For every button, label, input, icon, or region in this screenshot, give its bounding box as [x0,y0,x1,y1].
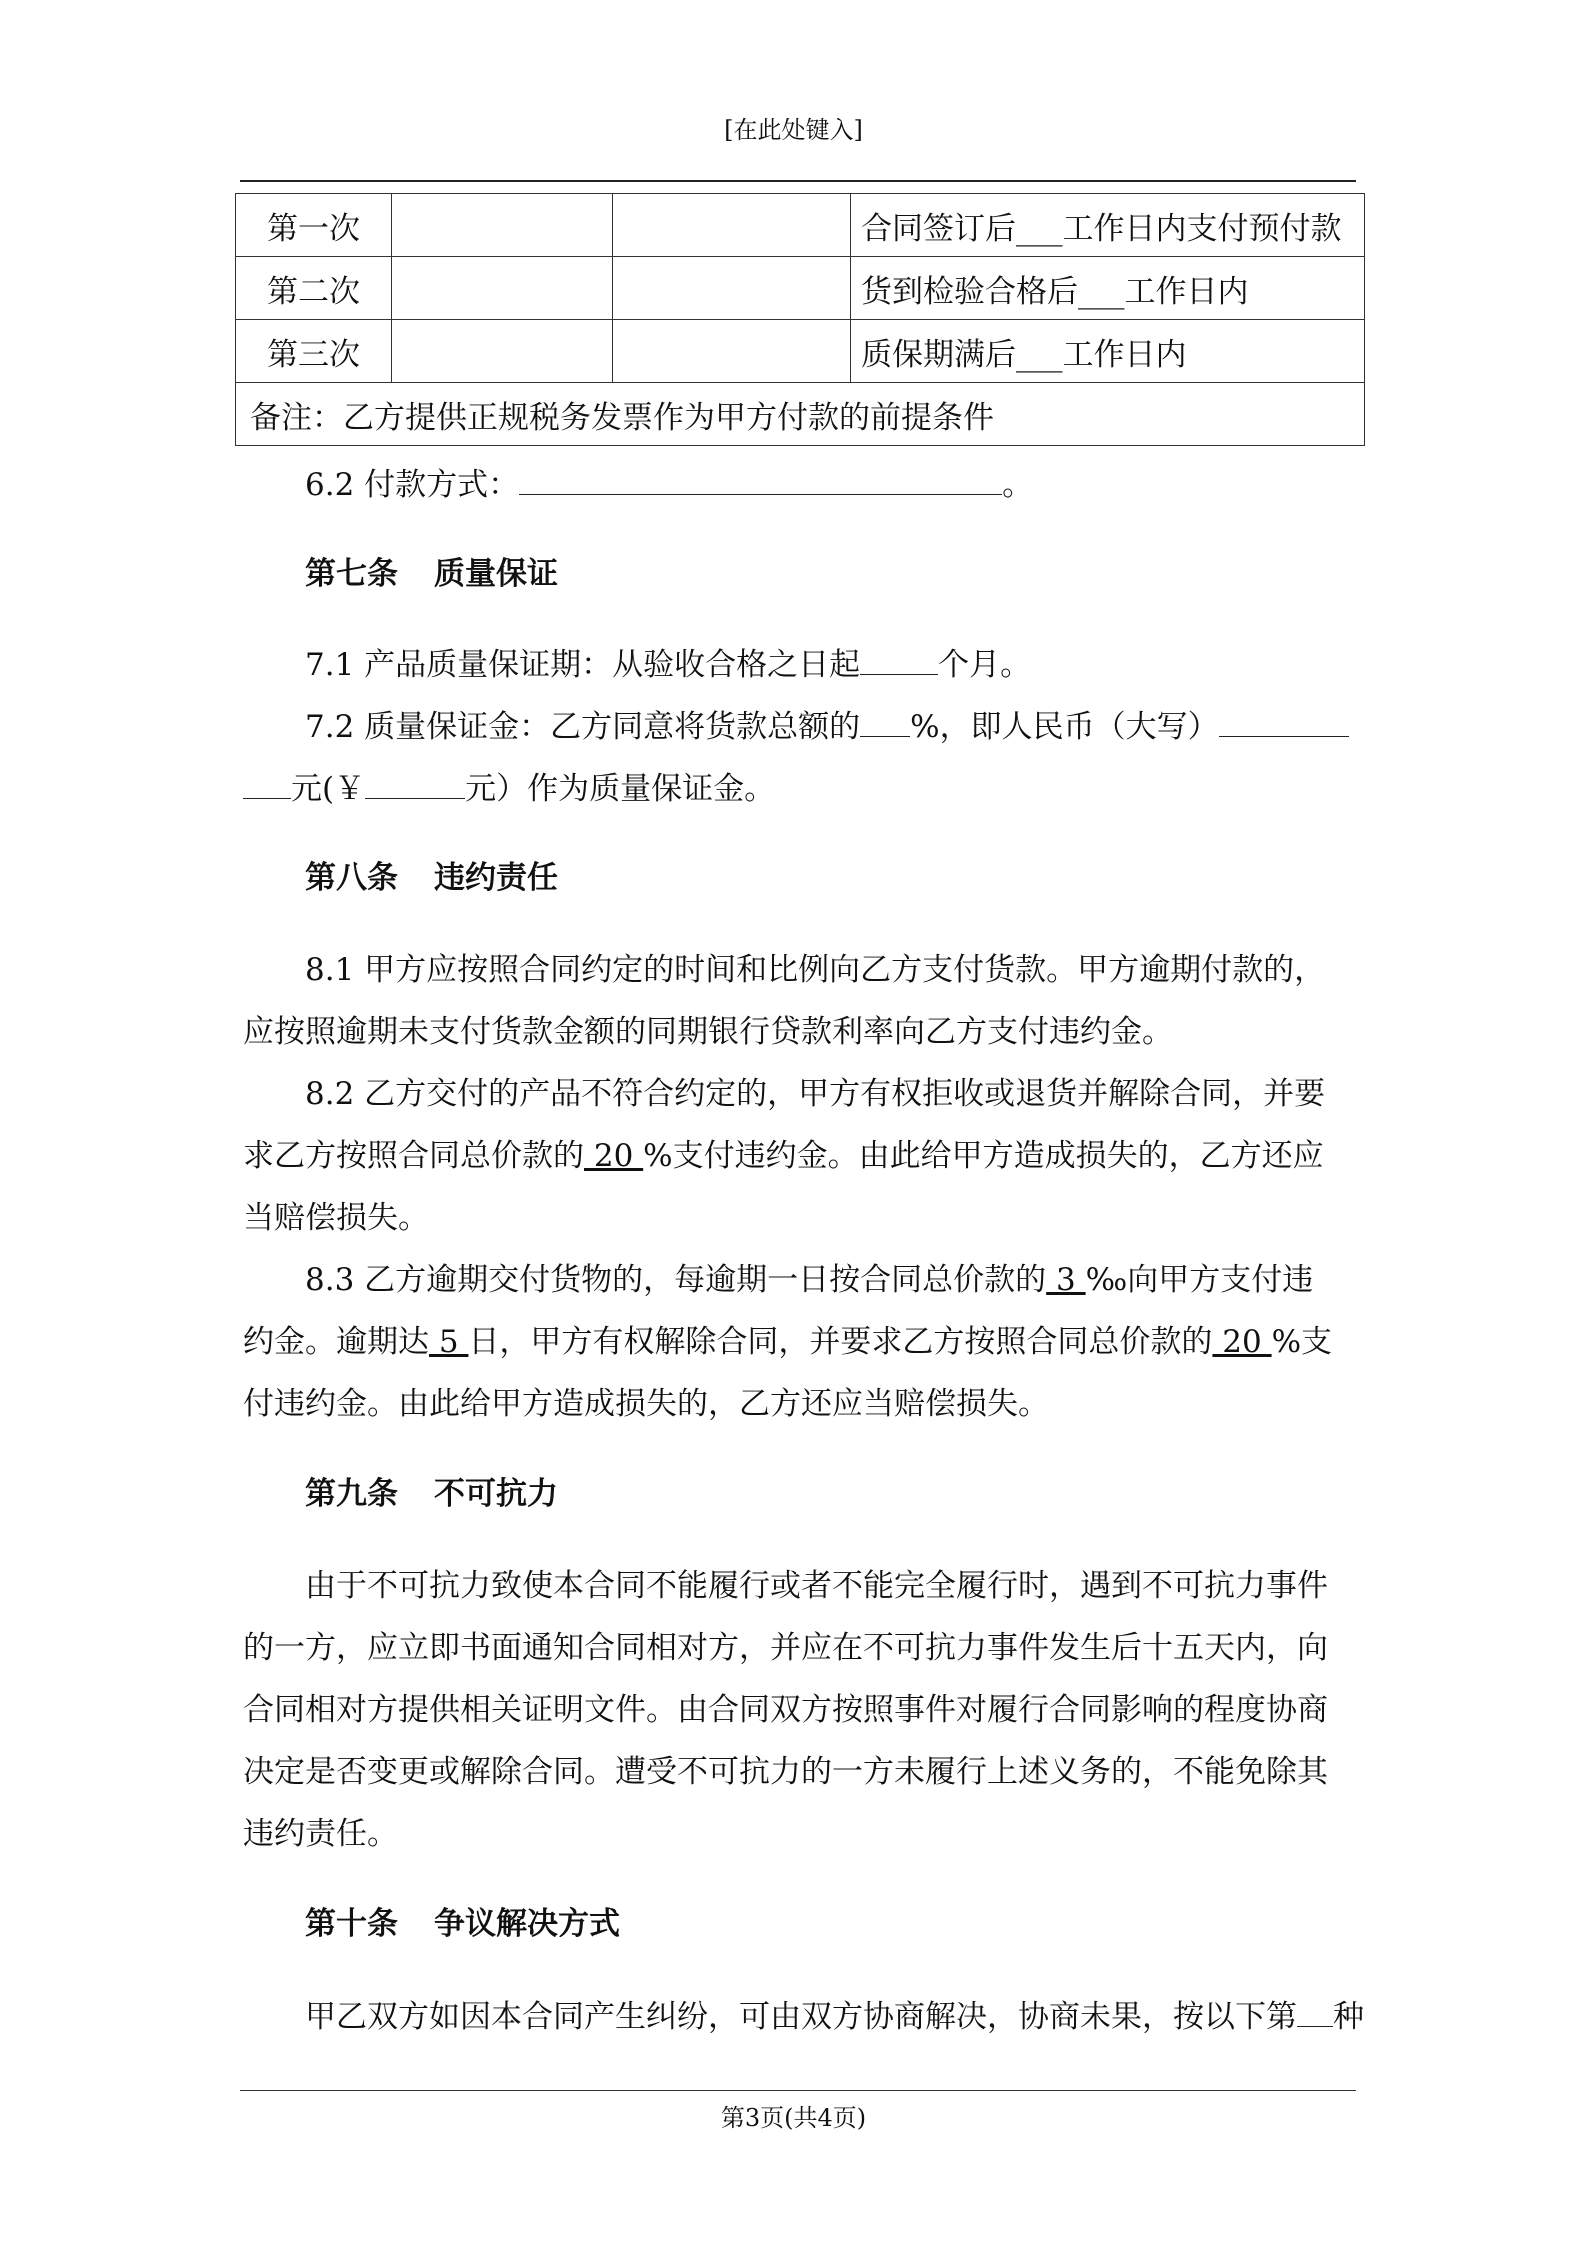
payment-schedule-table [235,193,1365,446]
installment-terms: 质保期满后___工作日内 [851,320,1365,383]
clause-text: 甲乙双方如因本合同产生纠纷，可由双方协商解决，协商未果，按以下第 [305,1999,1297,2035]
clause-8-1-line2: 应按照逾期未支付货款金额的同期银行贷款利率向乙方支付违约金。 [243,1014,1173,1050]
clause-text: 求乙方按照合同总价款的 [243,1138,584,1174]
paragraph-line [305,1996,1364,2037]
clause-text: 7.1 产品质量保证期：从验收合格之日起 [305,647,861,683]
paragraph-line: 决定是否变更或解除合同。遭受不可抗力的一方未履行上述义务的，不能免除其 [243,1754,1328,1790]
fill-blank [860,644,938,675]
section-heading-10 [305,1904,1361,1944]
section-title: 质量保证 [434,556,558,592]
clause-text: %，即人民币（大写） [910,709,1219,745]
fill-blank [860,706,910,737]
section-number: 第九条 [305,1476,398,1512]
section-title: 违约责任 [434,860,558,896]
clause-text: %支 [1271,1324,1333,1360]
footer-rule [240,2090,1356,2091]
installment-label: 第三次 [236,320,392,383]
empty-cell [392,194,613,257]
page-header: [在此处键入] [724,116,863,144]
section-number: 第十条 [305,1906,398,1942]
header-rule [240,180,1356,182]
clause-text: ‰向甲方支付违 [1085,1262,1314,1298]
fill-blank [519,464,1002,495]
clause-8-1-line1: 8.1 甲方应按照合同约定的时间和比例向乙方支付货款。甲方逾期付款的， [305,952,1326,988]
fill-blank [365,768,465,799]
paragraph-line: 的一方，应立即书面通知合同相对方，并应在不可抗力事件发生后十五天内，向 [243,1630,1328,1666]
clause-text: %支付违约金。由此给甲方造成损失的，乙方还应 [643,1138,1324,1174]
section-number: 第八条 [305,860,398,896]
clause-text: 6.2 付款方式： [305,467,520,503]
filled-value: 3 [1046,1262,1086,1298]
filled-value: 5 [429,1324,469,1360]
clause-8-3-line1 [305,1260,1361,1300]
table-row [236,194,1365,257]
filled-value: 20 [1212,1324,1272,1360]
section-title: 不可抗力 [434,1476,558,1512]
clause-6-2 [305,464,1361,505]
filled-value: 20 [584,1138,644,1174]
clause-text: 种 [1333,1999,1364,2035]
installment-terms: 货到检验合格后___工作日内 [851,257,1365,320]
fill-blank [243,768,291,799]
empty-cell [392,257,613,320]
fill-blank [1219,706,1349,737]
table-remark-row [236,383,1365,446]
installment-terms: 合同签订后___工作日内支付预付款 [851,194,1365,257]
section-heading-8 [305,858,1361,898]
clause-8-2-line1: 8.2 乙方交付的产品不符合约定的，甲方有权拒收或退货并解除合同，并要 [305,1076,1326,1112]
table-row [236,320,1365,383]
fill-blank [1297,1996,1333,2027]
clause-text: 7.2 质量保证金：乙方同意将货款总额的 [305,709,861,745]
clause-7-1 [305,644,1361,685]
clause-text: 元）作为质量保证金。 [465,771,776,807]
clause-text: 日，甲方有权解除合同，并要求乙方按照合同总价款的 [468,1324,1213,1360]
section-title: 争议解决方式 [434,1906,620,1942]
clause-8-2-line3: 当赔偿损失。 [243,1200,429,1236]
paragraph-line: 违约责任。 [243,1816,398,1852]
table-row [236,257,1365,320]
section-heading-9 [305,1474,1361,1514]
clause-text: 约金。逾期达 [243,1324,429,1360]
clause-8-3-line3: 付违约金。由此给甲方造成损失的，乙方还应当赔偿损失。 [243,1386,1049,1422]
clause-text: 8.3 乙方逾期交付货物的，每逾期一日按合同总价款的 [305,1262,1047,1298]
clause-text: 。 [1002,467,1034,503]
clause-7-2 [305,706,1361,747]
paragraph-line: 合同相对方提供相关证明文件。由合同双方按照事件对履行合同影响的程度协商 [243,1692,1328,1728]
section-heading-7 [305,554,1361,594]
installment-label: 第一次 [236,194,392,257]
page-footer: 第3页(共4页) [720,2104,867,2132]
clause-text: 元(￥ [291,771,366,807]
clause-8-3-line2 [243,1322,1361,1362]
section-number: 第七条 [305,556,398,592]
empty-cell [613,194,851,257]
clause-7-2-cont [243,768,1361,809]
clause-text: 个月。 [938,647,1032,683]
table-remark: 备注：乙方提供正规税务发票作为甲方付款的前提条件 [236,383,1365,446]
empty-cell [392,320,613,383]
empty-cell [613,320,851,383]
empty-cell [613,257,851,320]
paragraph-line: 由于不可抗力致使本合同不能履行或者不能完全履行时，遇到不可抗力事件 [305,1568,1328,1604]
installment-label: 第二次 [236,257,392,320]
clause-8-2-line2 [243,1136,1361,1176]
